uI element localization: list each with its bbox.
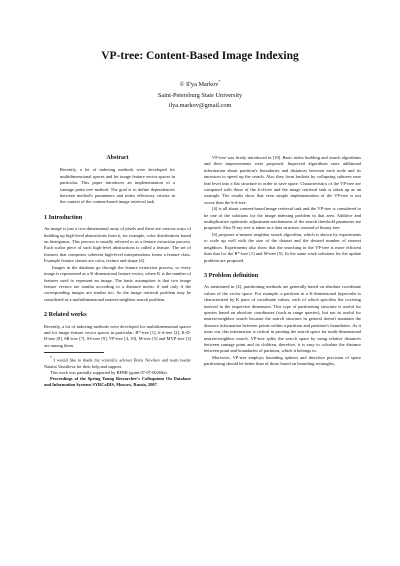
author-block: [0, 77, 400, 112]
intro-paragraph-2: Images in the database go through the feature extraction process, so every image is represented as a K-dimensional feature vector, where K is the number of features used to represent an image. The basic assumption is that two image feature vectors are similar according to a distance metric if and only if the corresponding images are similar too. So the image retrieval problem may be considered as a multidimensional nearest-neighbor search problem.: [44, 264, 191, 302]
author-affiliation: Saint-Petersburg State University: [157, 91, 243, 99]
related-paragraph-1: Recently, a lot of indexing methods were developed for multidimensional spaces and for image feature vector spaces in particular: R*-tree [1], k-d-tree [2], K-D-B-tree [8], SR-tree [7], SS-tree [9], VP-tree [4, 10], M-tree [5] and MVP-tree [3] are among them.: [44, 323, 191, 348]
related-paragraph-4: [6] proposes n-nearest neighbor search algorithm, which is shown by experiments to scale up well with the size of the dataset and the desired number of nearest neighbors. Experiments also show that the searching in the VP-tree is more efficient than that for the R*-tree [1] and M-tree [5]. In the same work solutions for the update problem are proposed.: [204, 231, 361, 263]
footnote-proceedings: Proceedings of the Spring Young Researcher's Colloquium On Database and Information Systems SYRCoDIS, Moscow, Russia, 2007: [44, 375, 191, 387]
footnote-grant: This work was partially supported by RFBR (grant 07-07-00268a).: [50, 369, 168, 375]
author-name-text: © Il'ya Markov: [179, 81, 219, 89]
left-column: [44, 155, 191, 388]
paper-title: VP-tree: Content-Based Image Indexing: [101, 50, 299, 62]
footnote-acknowledgement: [44, 355, 191, 369]
section-heading-related-works: 2 Related works: [44, 311, 87, 319]
section-heading-introduction: 1 Introduction: [44, 213, 83, 221]
abstract-heading: Abstract: [106, 155, 129, 161]
author-name: [0, 77, 400, 91]
related-paragraph-3: [4] is all about content-based image retrieval task and the VP-tree is considered to be one of the solutions for the image indexing problem in that area. Additive and multiplicative optimistic adjustment mechanisms of the search threshold parameter are proposed. Also N-ary tree is taken as a data structure, instead of binary tree.: [204, 206, 361, 231]
footnote-divider: [44, 352, 104, 353]
problem-paragraph-1: As mentioned in [4], partitioning methods are generally based on absolute coordinate values of the vector space. For example, a partition in a K-dimensional hypercube is characterized by K pairs of coordinate values, each of which specifies the covering interval in the respective dimension. This type of partitioning structure is useful for queries based on absolute coordinates (such as range queries), but not so useful for nearest-neighbor search because the search structure in general doesn't maintain the distance information between points within a partition and partition's boundaries. As it turns out, this information is critical in pruning the search space for multi-dimensional nearest-neighbor search. VP-tree splits the search space by using relative distances between vantage point and its children, therefore, it is easy to calculate the distance between point and boundaries of partition, which it belongs to.: [204, 284, 361, 354]
intro-paragraph-1: An image is just a two-dimensional array of pixels and there are various ways of building up high-level abstractions from it, for example, color distributions based on histograms. This process is usually referred to as a feature extraction process. Each scalar piece of such high-level abstractions is called a feature. The set of features that comprises coherent high-level interpretations forms a feature class. Example feature classes are color, texture and shape [4].: [44, 226, 191, 264]
problem-paragraph-2: Moreover, VP-tree employs bounding spheres and therefore precision of space partitioning should be better than of those based on bounding rectangles,: [204, 354, 361, 367]
footnote: [44, 355, 191, 387]
author-footnote-mark: *: [218, 79, 221, 84]
right-column: [204, 155, 361, 368]
footnote-mark: *: [50, 355, 52, 361]
section-heading-problem-definition: 3 Problem definition: [204, 271, 259, 279]
related-paragraph-2: VP-tree was firstly introduced in [10]. Basic index building and search algorithms and their improvements were proposed. Improved algorithms store additional information about partition's boundaries and distances between each node and its ancestors to speed up the search. Also they form buckets by collapsing subtrees near leaf level into a flat structure in order to save space. Characteristics of the VP-tree are compared with those of the k-d-tree and the image retrieval task is taken up as an example. The results show that even simple implementation of the VP-tree is not worse than the k-d-tree.: [204, 155, 361, 205]
footnote-acknowledgement-text: I would like to thank my scientific adviser Boris Novikov and team leader Natalia Vassilieva for their help and support.: [44, 357, 191, 369]
author-email: ilya.markov@gmail.com: [168, 102, 232, 110]
abstract-text: Recently, a lot of indexing methods were developed for multidimensional spaces and for image feature vector spaces in particular. This paper introduces an implementation of a vantage point tree method. The goal is to define dependencies between method's parameters and index efficiency criteria in the context of the content-based image retrieval task.: [60, 167, 175, 205]
